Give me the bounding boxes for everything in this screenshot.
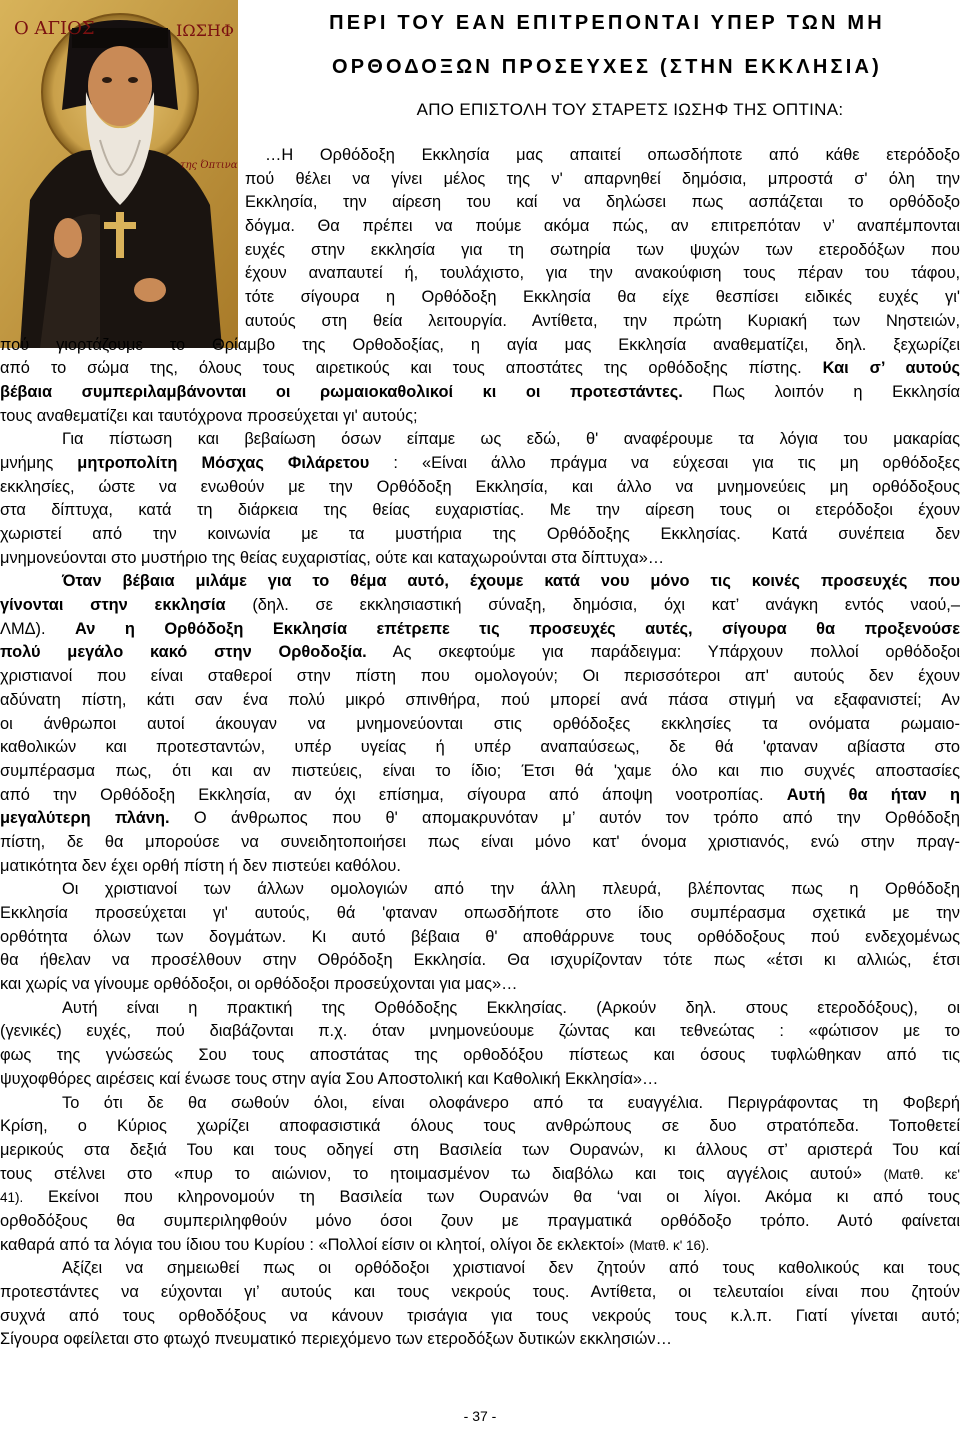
text-line: πολύ μεγάλο κακό στην Ορθοδοξία. Ας σκεφτούμε για παράδειγμα: Υπάρχουν πολλοί ορθόδοξοι xyxy=(0,643,960,662)
text-line: ΛΜΔ). Αν η Ορθόδοξη Εκκλησία επέτρεπε τις προσευχές αυτές, σίγουρα θα προξενούσε xyxy=(0,619,960,638)
text-line: μνημονεύονται στο μυστήριο της θείας ευχαριστίας, ούτε και καταχωρούνται στα δίπτυχα»… xyxy=(0,548,665,567)
icon-label-right: ΙΩΣΗΦ xyxy=(176,21,234,40)
text-line: χριστιανοί που είναι σταθεροί στην πίστη που ομολογούν; Οι περισσότεροι απ' αυτούς δεν έχουν xyxy=(0,667,960,686)
text-line: προτεστάντες να εύχονται γι’ αυτούς και τους νεκρούς τους. Αντίθετα, οι τελευταίοι είναι που ζητούν xyxy=(0,1283,960,1301)
text-line: Αυτή είναι η πρακτική της Ορθόδοξης Εκκλησίας. (Αρκούν δηλ. στους ετεροδόξους), οι xyxy=(62,998,960,1017)
text-line: πίστη, δε θα μπορούσε να συνειδητοποιήσει πως είναι μόνο κατ' όνομα χριστιανός, ενώ στην πραγ- xyxy=(0,832,960,851)
text-line: καθαρά από τα λόγια του ίδιου του Κυρίου : «Πολλοί είσιν οι κλητοί, ολίγοι δε εκλεκτοί» (Ματθ. κ' 16). xyxy=(0,1235,710,1254)
text-line: μερικούς στα δεξιά Του και τους οδηγεί στη Βασιλεία των Ουρανών, κι άλλους στ’ αριστερά Του καί xyxy=(0,1140,960,1159)
text-line: (γενικές) ευχές, πού διαβάζονται π.χ. όταν μνημονεύουμε ζώντας και τεθνεώτας : «φώτισον με το xyxy=(0,1022,960,1041)
text-line: έχουν αναπαυτεί ή, τουλάχιστο, για την ανακούφιση τους πέραν του τάφου, xyxy=(245,264,960,283)
text-line: Για πίστωση και βεβαίωση όσων είπαμε ως εδώ, θ' αναφέρουμε τα λόγια του μακαρίας xyxy=(62,430,960,449)
text-line: καθολικών και προτεσταντών, υπέρ υγείας ή υπέρ αναπαύσεως, δε θά 'φταναν αβίαστα στο xyxy=(0,738,960,757)
text-line: στα δίπτυχα, κατά τη διάρκεια της θείας ευχαριστίας. Με την αίρεση τους οι ετερόδοξοι έχουν xyxy=(0,501,960,520)
text-line: Εκκλησία, την αίρεση του καί να δηλώσει πως ασπάζεται το ορθόδοξο xyxy=(245,193,960,212)
text-line: …Η Ορθόδοξη Εκκλησία μας απαιτεί οπωσδήποτε από κάθε ετερόδοξο xyxy=(265,146,960,164)
text-line: εκκλησίες, ώστε να ενωθούν με την Ορθόδοξη Εκκλησία, και άλλο να μνημονεύεις μη ορθόδοξους xyxy=(0,477,960,496)
text-line: Αξίζει να σημειωθεί πως οι ορθόδοξοι χριστιανοί δεν ζητούν από τους καθολικούς και τους xyxy=(62,1259,960,1278)
text-line: θα ήθελαν να προσέλθουν στην Οθρόδοξη Εκκλησία. Θα ισχυρίζονταν τότε πως «έτσι κι αλλιώς, έτσι xyxy=(0,951,960,970)
icon-label-place: της Όπτινα xyxy=(180,160,238,171)
icon-label-left: Ο ΑΓΙΟΣ xyxy=(14,18,95,39)
text-line: Σίγουρα οφείλεται στο φτωχό πνευματικό περιεχόμενο των ετεροδόξων δυτικών εκκλησιών… xyxy=(0,1330,672,1349)
heading-line-1: ΠΕΡΙ ΤΟΥ ΕΑΝ ΕΠΙΤΡΕΠΟΝΤΑΙ ΥΠΕΡ ΤΩΝ ΜΗ xyxy=(329,12,885,34)
text-line: μεγαλύτερη πλάνη. Ο άνθρωπος που θ' απομακρυνόταν μ’ αυτόν τον τρόπο από την Ορθόδοξη xyxy=(0,809,960,828)
text-line: ορθότητα όλων των δογμάτων. Κι αυτό βέβαια θ' αποθάρρυνε τους ορθόδοξους πού ενδεχομένως xyxy=(0,927,960,946)
text-line: συχνά από τους ορθοδόξους να κάνουν τρισάγια για τους νεκρούς τους κ.λ.π. Γιατί γίνεται αυτό; xyxy=(0,1306,960,1325)
text-line: ματικότητα δεν έχει ορθή πίστη ή δεν πιστεύει καθόλου. xyxy=(0,856,401,875)
text-line: πού θέλει να γίνει μέλος της ν' απαρνηθεί δημόσια, μπροστά σ' όλη την xyxy=(245,169,960,188)
text-line: Κρίση, ο Κύριος χωρίζει αποφασιστικά όλους τους ανθρώπους σε δυο στρατόπεδα. Τοποθετεί xyxy=(0,1117,960,1136)
text-line: ευχές στην εκκλησία για τη σωτηρία των ψυχών των ετεροδόξων που xyxy=(245,240,960,259)
text-line: οι άνθρωποι αυτοί άκουγαν να μνημονεύονται στις ορθόδοξες εκκλησίες τα ονόματα ρωμαιο- xyxy=(0,714,960,733)
text-line: αυτούς στη θεία λειτουργία. Αντίθετα, την πρώτη Κυριακή των Νηστειών, xyxy=(245,311,960,330)
text-line: δόγμα. Θα πρέπει να πούμε ακόμα πώς, αν επιτρεπόταν ν’ αναπέμπονται xyxy=(245,217,960,236)
page-number: - 37 - xyxy=(463,1408,497,1424)
text-line: φως της γνώσεώς Σου τους αποστάτας της ορθοδόξου πίστεως και όσους τυφλώθηκαν από τις xyxy=(0,1046,960,1065)
text-line: αδύνατη πίστη, κάτι σαν ένα πολύ μικρό σπινθήρα, πού μπορεί ανά πάσα στιγμή να εξαφανιστεί; Αν xyxy=(0,690,960,709)
text-line: ψυχοφθόρες αιρέσεις καί ένωσε τους στην αγία Σου Αποστολική και Καθολική Εκκλησία»… xyxy=(0,1069,659,1088)
body-text xyxy=(0,144,960,1352)
heading-line-2: ΟΡΘΟΔΟΞΩΝ ΠΡΟΣΕΥΧΕΣ (ΣΤΗΝ ΕΚΚΛΗΣΙΑ) xyxy=(331,56,883,78)
text-line: γίνονται στην εκκλησία (δηλ. σε εκκλησιαστική σύναξη, δημόσια, όχι κατ’ ανάγκη εντός ναού,– xyxy=(0,596,960,615)
text-line: τους αναθεματίζει και ταυτόχρονα προσεύχεται γι' αυτούς; xyxy=(0,406,418,425)
text-line: βέβαια συμπεριλαμβάνονται οι ρωμαιοκαθολικοί κι οι προτεστάντες. Πως λοιπόν η Εκκλησία xyxy=(0,382,960,401)
text-line: 41). Εκείνοι που κληρονομούν τη Βασιλεία των Ουρανών θα ‘ναι οι λίγοι. Ακόμα κι από τους xyxy=(0,1188,960,1207)
text-line: συμπέρασμα πως, ότι και αν πιστεύεις, είναι το ίδιο; Έτσι θά 'χαμε όλο και πιο συχνές αποστασίες xyxy=(0,761,960,780)
subtitle: ΑΠΟ ΕΠΙΣΤΟΛΗ ΤΟΥ ΣΤΑΡΕΤΣ ΙΩΣΗΦ ΤΗΣ ΟΠΤΙΝΑ: xyxy=(416,100,844,119)
text-line: χωριστεί από την κοινωνία με τα μυστήρια της Ορθόδοξης Εκκλησίας. Κατά συνέπεια δεν xyxy=(0,525,960,543)
text-line: Όταν βέβαια μιλάμε για το θέμα αυτό, έχουμε κατά νου μόνο τις κοινές προσευχές που xyxy=(62,572,960,591)
text-line: Οι χριστιανοί των άλλων ομολογιών από την άλλη πλευρά, βλέποντας πως η Ορθόδοξη xyxy=(62,880,960,899)
text-line: Το ότι δε θα σωθούν όλοι, είναι ολοφάνερο από τα ευαγγέλια. Περιγράφοντας τη Φοβερή xyxy=(62,1093,960,1112)
text-line: ορθοδόξους θα συμπεριληφθούν μόνο όσοι ζουν με πραγματικά ορθόδοξο τρόπο. Αυτό φαίνεται xyxy=(0,1211,960,1230)
text-line: μνήμης μητροπολίτη Μόσχας Φιλάρετου : «Είναι άλλο πράγμα να εύχεσαι για τις μη ορθόδοξες xyxy=(0,453,960,472)
text-line: τότε σίγουρα η Ορθόδοξη Εκκλησία θα είχε θεσπίσει ειδικές ευχές γι' xyxy=(245,288,960,307)
text-line: τους στέλνει στο «πυρ το αιώνιον, το ητοιμασμένον τω διαβόλω και τοις αγγέλοις αυτού» (Ματθ. κε' xyxy=(0,1164,960,1183)
text-line: και χωρίς να γίνουμε ορθόδοξοι, οι ορθόδοξοι προσεύχονται για μας»… xyxy=(0,975,518,994)
text-line: από την Ορθόδοξη Εκκλησία, αν όχι επίσημα, σίγουρα από άποψη νοοτροπίας. Αυτή θα ήταν η xyxy=(0,785,960,804)
text-line: πού γιορτάζουμε το Θρίαμβο της Ορθοδοξίας, η αγία μας Εκκλησία αναθεματίζει, δηλ. ξεχωρίζει xyxy=(0,335,960,354)
text-line: από το σώμα της, όλους τους αιρετικούς και τους αποστάτες της ορθόδοξης πίστης. Και σ’ αυτούς xyxy=(0,359,960,378)
text-line: Εκκλησία προσεύχεται γι' αυτούς, θά 'φταναν οπωσδήποτε στο ίδιο συμπέρασμα σχετικά με την xyxy=(0,904,960,922)
